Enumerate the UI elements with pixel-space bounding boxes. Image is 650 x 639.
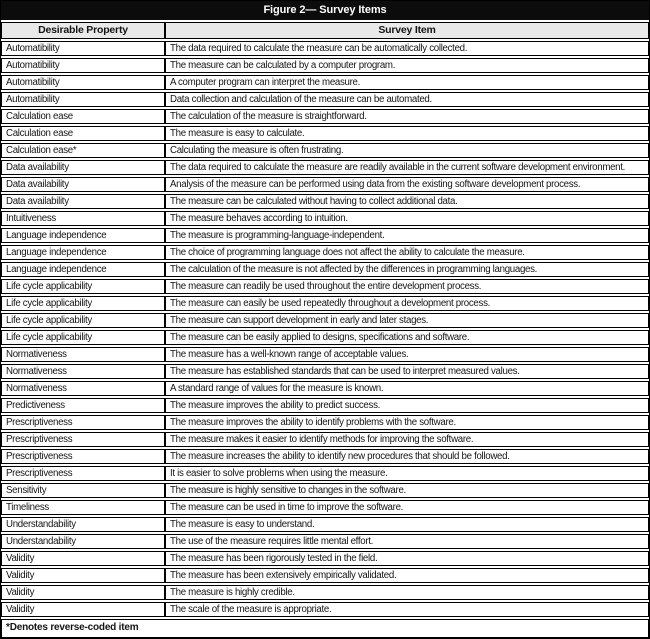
table-row — [1, 466, 649, 481]
property-cell: Life cycle applicability — [1, 296, 165, 311]
item-cell: The measure can be easily applied to designs, specifications and software. — [165, 330, 649, 345]
table-header-row — [1, 22, 649, 39]
item-cell: The measure can be calculated without having to collect additional data. — [165, 194, 649, 209]
column-header-survey-item: Survey Item — [165, 22, 649, 39]
property-cell: Calculation ease* — [1, 143, 165, 158]
table-row — [1, 109, 649, 124]
table-row — [1, 449, 649, 464]
property-cell: Automatibility — [1, 41, 165, 56]
table-row — [1, 143, 649, 158]
property-cell: Validity — [1, 585, 165, 600]
table-row — [1, 58, 649, 73]
item-cell: The scale of the measure is appropriate. — [165, 602, 649, 617]
property-cell: Data availability — [1, 177, 165, 192]
table-row — [1, 126, 649, 141]
table-row — [1, 585, 649, 600]
property-cell: Normativeness — [1, 347, 165, 362]
property-cell: Understandability — [1, 517, 165, 532]
property-cell: Understandability — [1, 534, 165, 549]
item-cell: The measure behaves according to intuition. — [165, 211, 649, 226]
item-cell: The calculation of the measure is straightforward. — [165, 109, 649, 124]
table-row — [1, 279, 649, 294]
item-cell: The measure is highly sensitive to changes in the software. — [165, 483, 649, 498]
footnote: *Denotes reverse-coded item — [1, 619, 649, 638]
property-cell: Prescriptiveness — [1, 415, 165, 430]
property-cell: Validity — [1, 551, 165, 566]
item-cell: The measure has a well-known range of acceptable values. — [165, 347, 649, 362]
property-cell: Life cycle applicability — [1, 279, 165, 294]
table-row — [1, 432, 649, 447]
property-cell: Life cycle applicability — [1, 330, 165, 345]
property-cell: Language independence — [1, 262, 165, 277]
table-row — [1, 41, 649, 56]
item-cell: A standard range of values for the measure is known. — [165, 381, 649, 396]
property-cell: Validity — [1, 602, 165, 617]
property-cell: Prescriptiveness — [1, 466, 165, 481]
item-cell: Calculating the measure is often frustrating. — [165, 143, 649, 158]
table-row — [1, 500, 649, 515]
property-cell: Data availability — [1, 160, 165, 175]
item-cell: It is easier to solve problems when using the measure. — [165, 466, 649, 481]
item-cell: The use of the measure requires little mental effort. — [165, 534, 649, 549]
table-row — [1, 517, 649, 532]
table-row — [1, 483, 649, 498]
property-cell: Validity — [1, 568, 165, 583]
table-row — [1, 330, 649, 345]
property-cell: Prescriptiveness — [1, 432, 165, 447]
item-cell: The measure has established standards that can be used to interpret measured values. — [165, 364, 649, 379]
item-cell: The measure can be calculated by a computer program. — [165, 58, 649, 73]
table-row — [1, 245, 649, 260]
item-cell: The choice of programming language does not affect the ability to calculate the measure. — [165, 245, 649, 260]
item-cell: The measure can readily be used throughout the entire development process. — [165, 279, 649, 294]
property-cell: Automatibility — [1, 92, 165, 107]
property-cell: Intuitiveness — [1, 211, 165, 226]
table-row — [1, 602, 649, 617]
item-cell: Analysis of the measure can be performed using data from the existing software development process. — [165, 177, 649, 192]
property-cell: Predictiveness — [1, 398, 165, 413]
table-row — [1, 568, 649, 583]
item-cell: The measure improves the ability to predict success. — [165, 398, 649, 413]
property-cell: Automatibility — [1, 58, 165, 73]
footnote-row — [1, 619, 649, 638]
item-cell: The data required to calculate the measure can be automatically collected. — [165, 41, 649, 56]
item-cell: The measure increases the ability to identify new procedures that should be followed. — [165, 449, 649, 464]
item-cell: The measure can be used in time to improve the software. — [165, 500, 649, 515]
table-row — [1, 160, 649, 175]
property-cell: Data availability — [1, 194, 165, 209]
table-row — [1, 296, 649, 311]
table-row — [1, 92, 649, 107]
item-cell: The calculation of the measure is not affected by the differences in programming languages. — [165, 262, 649, 277]
table-row — [1, 194, 649, 209]
item-cell: The measure can support development in early and later stages. — [165, 313, 649, 328]
table-row — [1, 364, 649, 379]
item-cell: The measure has been extensively empirically validated. — [165, 568, 649, 583]
property-cell: Life cycle applicability — [1, 313, 165, 328]
item-cell: The measure is easy to understand. — [165, 517, 649, 532]
property-cell: Prescriptiveness — [1, 449, 165, 464]
item-cell: The measure makes it easier to identify methods for improving the software. — [165, 432, 649, 447]
table-row — [1, 381, 649, 396]
item-cell: A computer program can interpret the measure. — [165, 75, 649, 90]
property-cell: Normativeness — [1, 381, 165, 396]
item-cell: The measure improves the ability to identify problems with the software. — [165, 415, 649, 430]
item-cell: The measure is easy to calculate. — [165, 126, 649, 141]
property-cell: Automatibility — [1, 75, 165, 90]
item-cell: The measure is highly credible. — [165, 585, 649, 600]
table-row — [1, 262, 649, 277]
property-cell: Sensitivity — [1, 483, 165, 498]
table-row — [1, 398, 649, 413]
item-cell: The measure has been rigorously tested in the field. — [165, 551, 649, 566]
property-cell: Calculation ease — [1, 109, 165, 124]
table-row — [1, 313, 649, 328]
table-row — [1, 347, 649, 362]
item-cell: Data collection and calculation of the measure can be automated. — [165, 92, 649, 107]
table-row — [1, 415, 649, 430]
property-cell: Language independence — [1, 228, 165, 243]
table-row — [1, 177, 649, 192]
property-cell: Normativeness — [1, 364, 165, 379]
table-row — [1, 551, 649, 566]
table-row — [1, 228, 649, 243]
table-row — [1, 211, 649, 226]
item-cell: The measure can easily be used repeatedly throughout a development process. — [165, 296, 649, 311]
column-header-desirable-property: Desirable Property — [1, 22, 165, 39]
property-cell: Language independence — [1, 245, 165, 260]
property-cell: Timeliness — [1, 500, 165, 515]
item-cell: The measure is programming-language-independent. — [165, 228, 649, 243]
figure-title: Figure 2— Survey Items — [1, 1, 649, 20]
table-row — [1, 534, 649, 549]
table-row — [1, 75, 649, 90]
property-cell: Calculation ease — [1, 126, 165, 141]
item-cell: The data required to calculate the measure are readily available in the current software development environment. — [165, 160, 649, 175]
